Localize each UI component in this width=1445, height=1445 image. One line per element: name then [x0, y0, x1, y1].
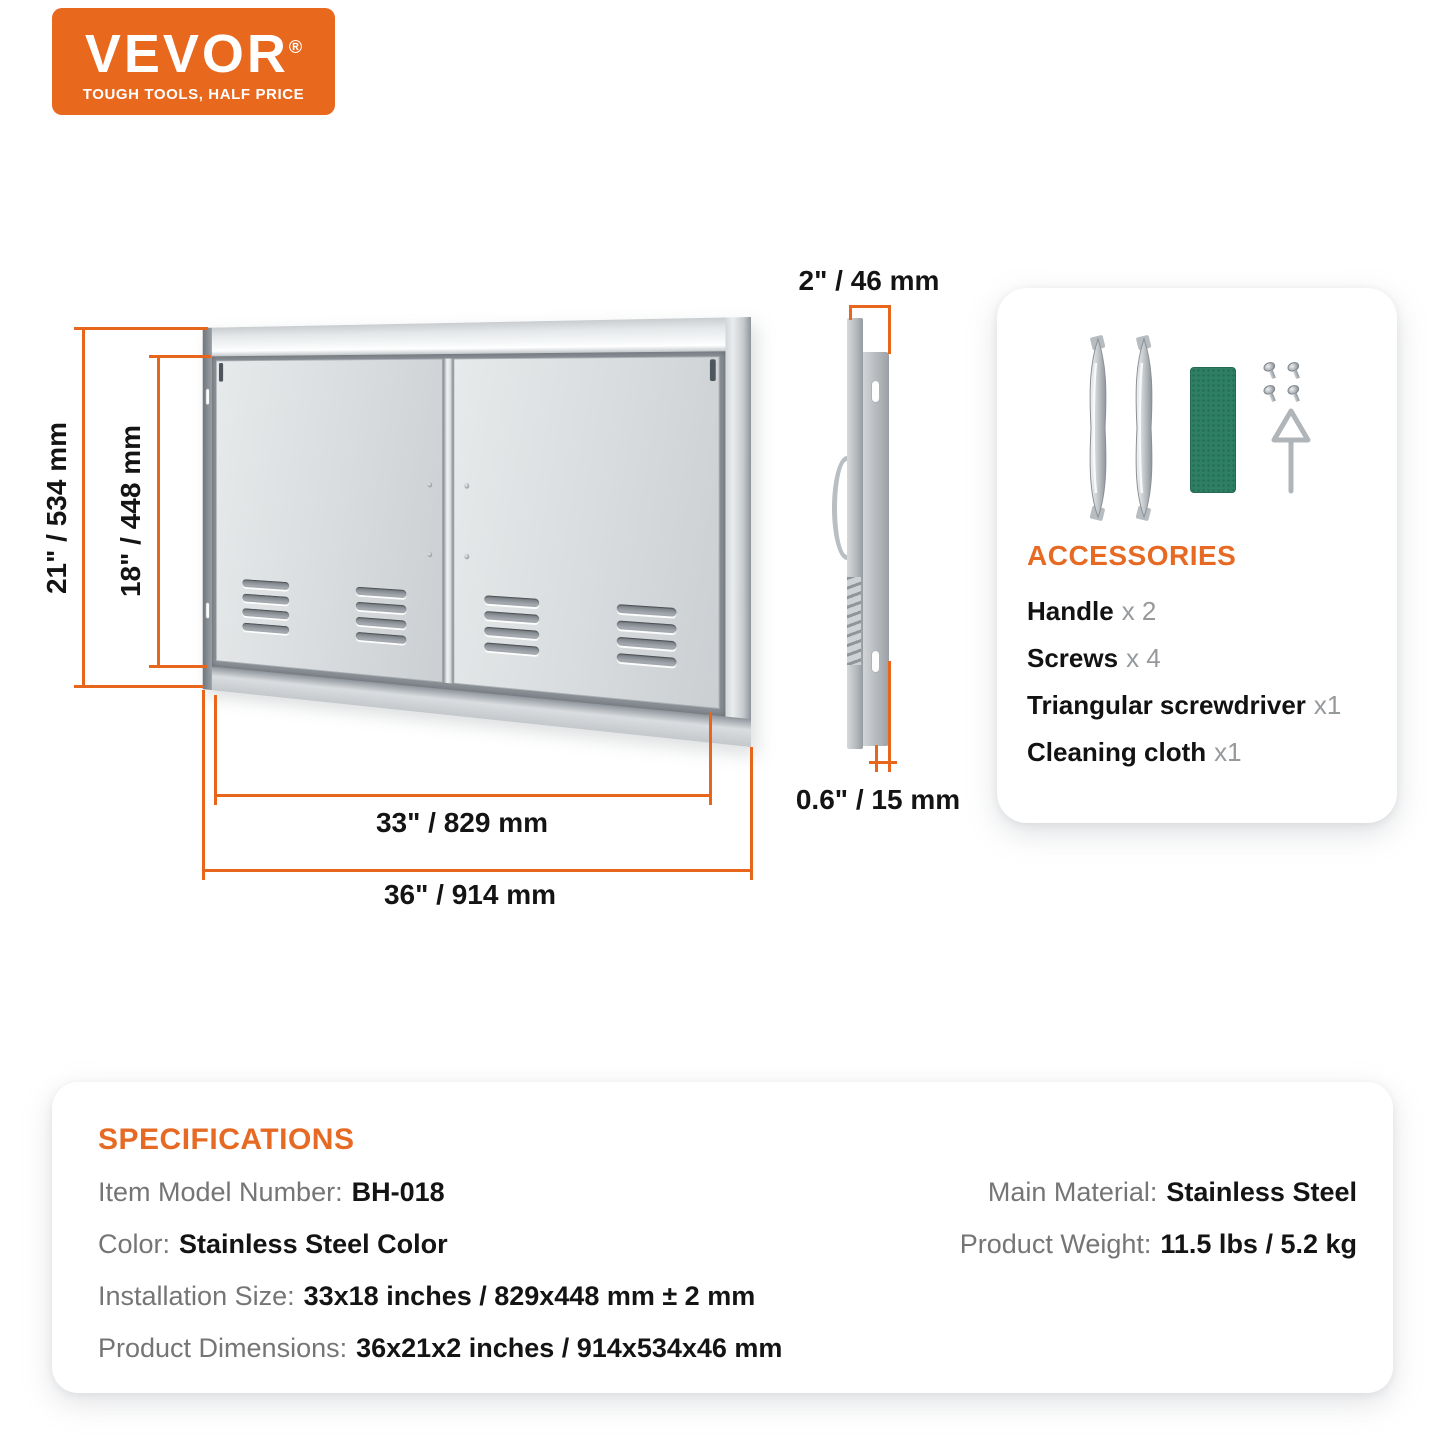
- triangular-screwdriver-icon: [1269, 406, 1313, 496]
- dim-bracket-flange: [869, 761, 897, 764]
- vent-louvers: [484, 595, 539, 662]
- handle-icon: [1081, 333, 1115, 523]
- accessories-title: ACCESSORIES: [1027, 540, 1237, 571]
- side-handle-icon: [832, 456, 847, 560]
- vent-louvers: [617, 604, 677, 674]
- door-front-render: [203, 317, 751, 747]
- dim-line-inner-width: [214, 794, 712, 797]
- screw-hole: [464, 554, 469, 560]
- spec-row-installation-size: Installation Size: 33x18 inches / 829x448 mm ± 2 mm: [98, 1281, 756, 1311]
- specifications-right-column: [960, 1166, 1357, 1270]
- dim-ext-bottom-outer: [74, 685, 204, 688]
- dim-label-flange: 0.6" / 15 mm: [795, 784, 961, 815]
- accessory-item-screws: Screws x 4: [1027, 643, 1161, 673]
- accessory-item-screwdriver: Triangular screwdriver x1: [1027, 690, 1342, 720]
- door-recess: [212, 351, 726, 716]
- dim-ext-right-outer-width: [750, 747, 753, 880]
- dim-ext-left-inner-width: [214, 695, 217, 805]
- dim-tick-depth-left: [849, 305, 852, 320]
- flange-slot: [206, 602, 210, 619]
- brand-name: VEVOR®: [84, 24, 303, 84]
- dim-label-outer-height: 21" / 534 mm: [41, 421, 72, 595]
- dim-line-outer-height: [82, 327, 85, 688]
- accessories-panel: [997, 288, 1397, 823]
- screw-hole: [464, 483, 469, 489]
- mounting-slot: [871, 380, 880, 403]
- hinge-pin-icon: [710, 359, 716, 381]
- accessory-item-handle: Handle x 2: [1027, 596, 1157, 626]
- screw-hole: [427, 481, 432, 487]
- registered-mark: ®: [288, 37, 303, 57]
- dim-ext-right-inner-width: [709, 712, 712, 805]
- screws-icon: [1265, 362, 1309, 406]
- brand-logo: [52, 8, 335, 115]
- flange-slot: [206, 388, 210, 405]
- spec-row-product-weight: Product Weight: 11.5 lbs / 5.2 kg: [959, 1229, 1357, 1259]
- specifications-title: SPECIFICATIONS: [98, 1123, 355, 1156]
- hinge-pin-icon: [219, 363, 223, 382]
- dim-label-inner-width: 33" / 829 mm: [375, 807, 549, 838]
- screw-hole: [427, 552, 432, 558]
- dim-label-depth: 2" / 46 mm: [798, 265, 940, 296]
- door-frame-left: [203, 328, 212, 690]
- side-back-flange: [863, 352, 889, 746]
- spec-row-color: Color: Stainless Steel Color: [98, 1229, 448, 1259]
- dim-tick-flange-right: [888, 661, 891, 772]
- brand-tagline: TOUGH TOOLS, HALF PRICE: [82, 86, 305, 103]
- accessory-item-cleaning-cloth: Cleaning cloth x1: [1027, 737, 1242, 767]
- door-center-divider: [442, 359, 453, 684]
- dim-label-outer-width: 36" / 914 mm: [383, 879, 557, 910]
- vent-louvers: [355, 587, 405, 652]
- dim-bracket-depth: [849, 305, 891, 308]
- door-frame-top: [203, 317, 751, 356]
- door-panel-left: [216, 359, 442, 683]
- handle-icon: [1127, 333, 1161, 523]
- dim-tick-flange-left: [875, 745, 878, 772]
- door-front-view: [92, 317, 751, 747]
- dim-line-inner-height: [157, 355, 160, 668]
- cleaning-pad-icon: [1190, 367, 1236, 493]
- dim-tick-depth-right: [888, 305, 891, 354]
- spec-row-model: Item Model Number: BH-018: [98, 1177, 445, 1207]
- specifications-panel: [52, 1082, 1393, 1393]
- specifications-left-column: [98, 1166, 782, 1374]
- dim-label-inner-height: 18" / 448 mm: [115, 424, 146, 598]
- door-panel-right: [453, 356, 720, 709]
- vent-louvers: [242, 579, 289, 641]
- spec-row-main-material: Main Material: Stainless Steel: [987, 1177, 1357, 1207]
- dim-ext-left-outer-width: [202, 690, 205, 880]
- mounting-slot: [871, 650, 880, 673]
- spec-row-product-dimensions: Product Dimensions: 36x21x2 inches / 914x534x46 mm: [98, 1333, 783, 1363]
- side-front-frame: [847, 318, 863, 749]
- door-frame-right: [725, 317, 751, 747]
- side-vent-louvers: [847, 577, 861, 665]
- dim-ext-top-outer: [74, 327, 208, 330]
- dim-line-outer-width: [202, 869, 753, 872]
